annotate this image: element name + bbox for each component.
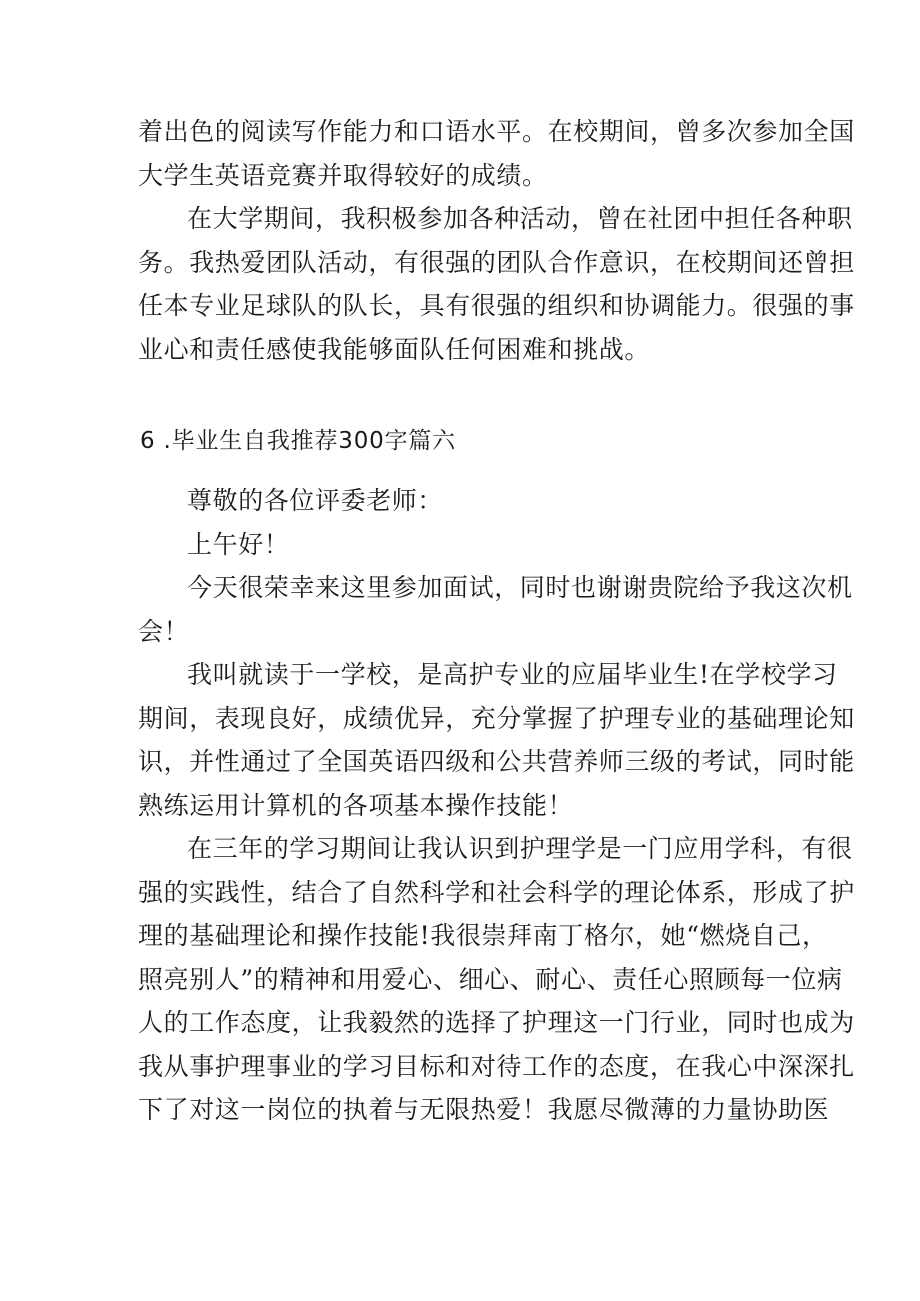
paragraph5-line6: 我从事护理事业的学习目标和对待工作的态度，在我心中深深扎 xyxy=(138,1052,855,1081)
paragraph5-line5: 人的工作态度，让我毅然的选择了护理这一门行业，同时也成为 xyxy=(138,1008,855,1037)
paragraph4-line3: 识，并性通过了全国英语四级和公共营养师三级的考试，同时能 xyxy=(138,747,855,776)
paragraph1-line2: 大学生英语竞赛并取得较好的成绩。 xyxy=(138,161,548,190)
paragraph3-line1: 今天很荣幸来这里参加面试，同时也谢谢贵院给予我这次机 xyxy=(187,573,853,602)
paragraph5-line1: 在三年的学习期间让我认识到护理学是一门应用学科，有很 xyxy=(187,834,853,863)
paragraph5-line2: 强的实践性，结合了自然科学和社会科学的理论体系，形成了护 xyxy=(138,878,855,907)
greeting: 尊敬的各位评委老师： xyxy=(187,486,444,515)
paragraph2-line2: 务。我热爱团队活动，有很强的团队合作意识，在校期间还曾担 xyxy=(138,248,855,277)
paragraph4-line2: 期间，表现良好，成绩优异，充分掌握了护理专业的基础理论知 xyxy=(138,704,855,733)
paragraph1-line1: 着出色的阅读写作能力和口语水平。在校期间，曾多次参加全国 xyxy=(138,117,855,146)
paragraph5-line4: 照亮别人”的精神和用爱心、细心、耐心、责任心照顾每一位病 xyxy=(138,965,843,994)
paragraph2-line3: 任本专业足球队的队长，具有很强的组织和协调能力。很强的事 xyxy=(138,291,855,320)
paragraph2-line4: 业心和责任感使我能够面队任何困难和挑战。 xyxy=(138,335,651,364)
paragraph3-line2: 会！ xyxy=(138,617,190,646)
paragraph2-line1: 在大学期间，我积极参加各种活动，曾在社团中担任各种职 xyxy=(187,204,853,233)
section-heading: 6 .毕业生自我推荐300字篇六 xyxy=(140,428,456,454)
paragraph4-line1: 我叫就读于一学校，是高护专业的应届毕业生!在学校学习 xyxy=(187,660,838,689)
salutation: 上午好！ xyxy=(187,530,290,559)
paragraph4-line4: 熟练运用计算机的各项基本操作技能！ xyxy=(138,791,574,820)
paragraph5-line3: 理的基础理论和操作技能!我很崇拜南丁格尔，她“燃烧自己， xyxy=(138,921,828,950)
paragraph5-line7: 下了对这一岗位的执着与无限热爱！我愿尽微薄的力量协助医 xyxy=(138,1095,830,1124)
